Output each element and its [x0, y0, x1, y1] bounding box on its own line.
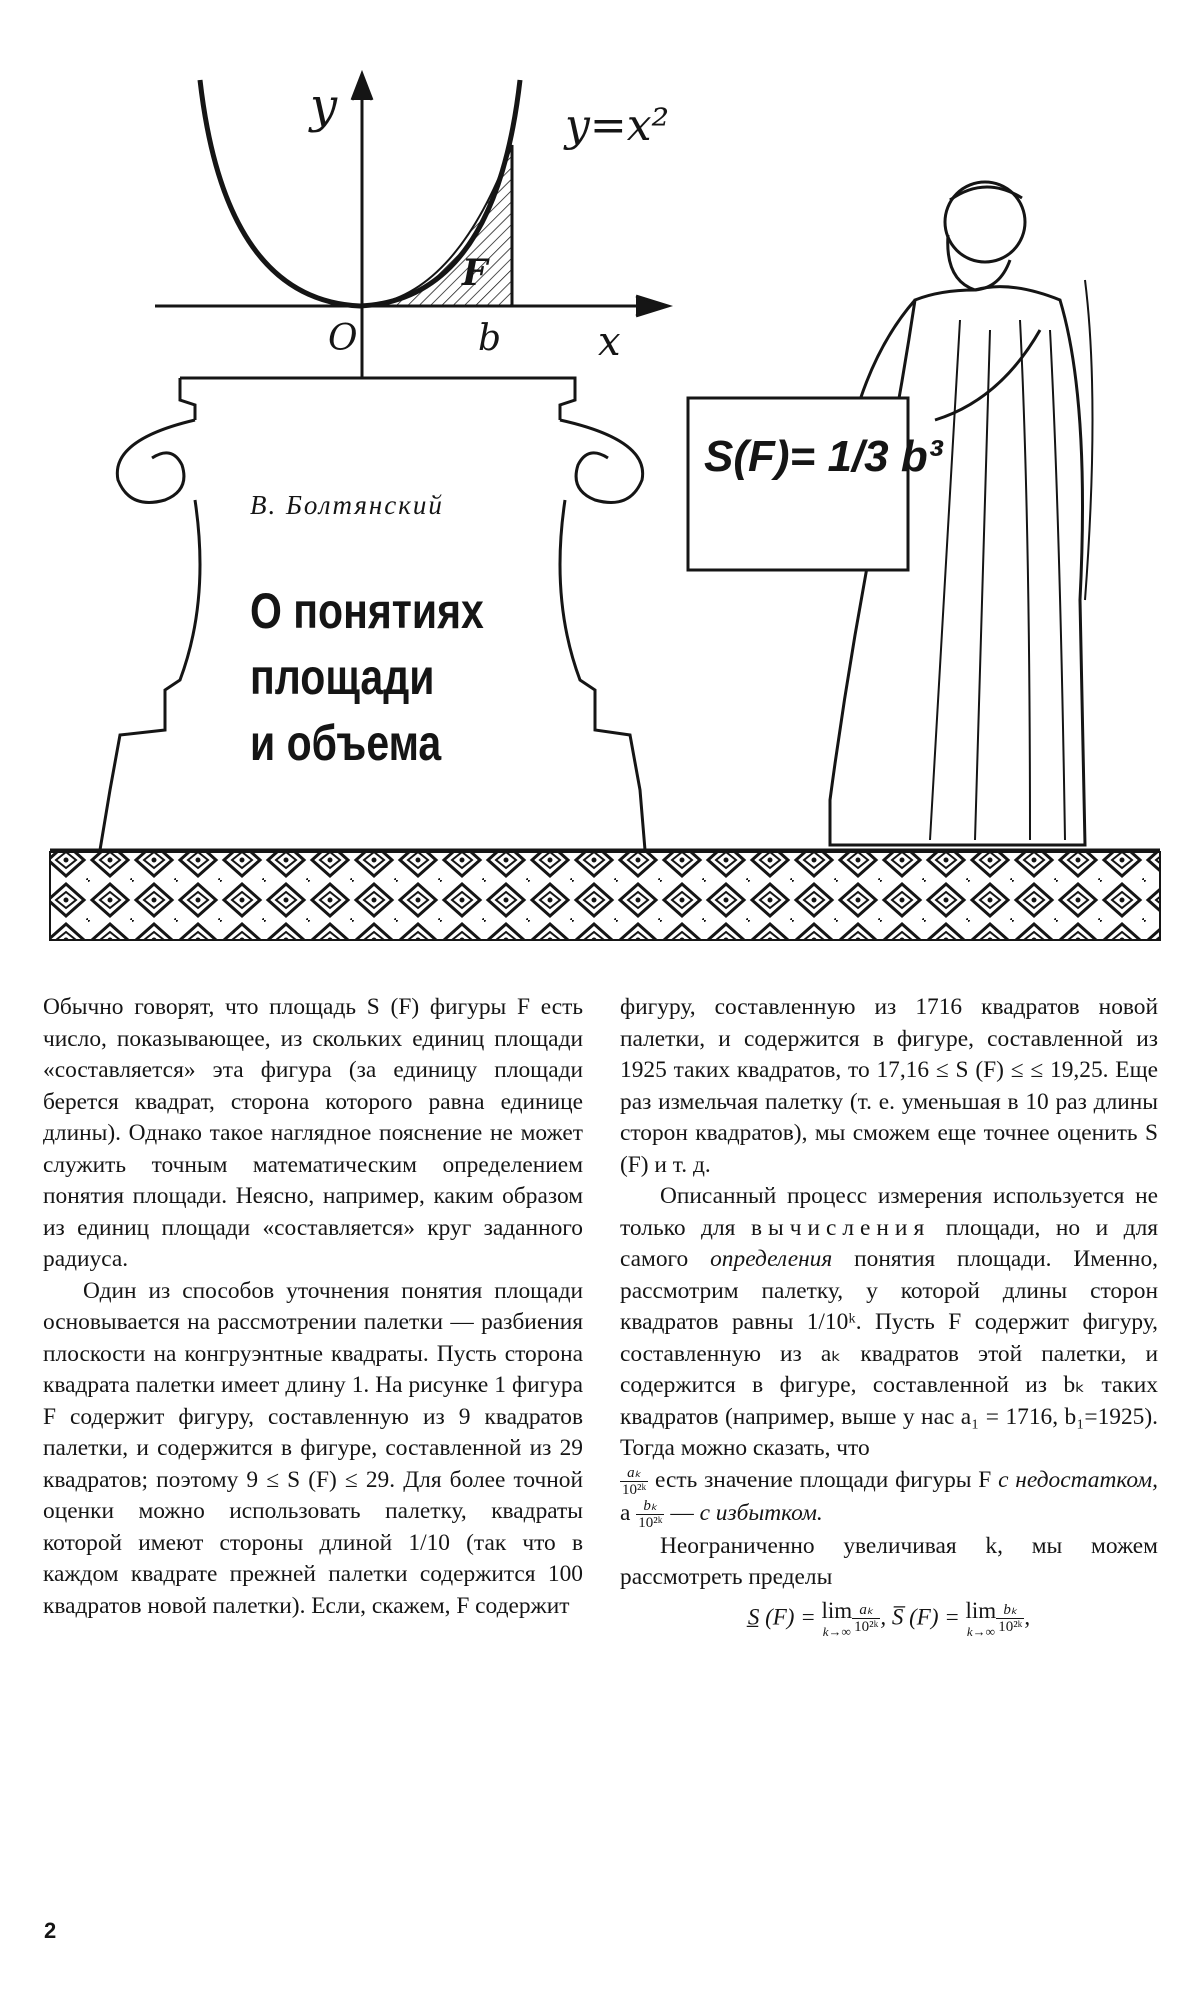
article-title [250, 578, 484, 776]
fraction-numerator: aₖ [620, 1465, 648, 1482]
robe-folds [930, 320, 1065, 840]
page-number: 2 [44, 1918, 57, 1943]
floor-mosaic [50, 852, 1160, 940]
spaced-text: вычисления [750, 1214, 931, 1241]
lower-area-label: S̲ (F) = [747, 1604, 816, 1630]
fraction [620, 1465, 648, 1498]
title-line-2: площади [250, 649, 435, 705]
italic-text: с недостатком, [998, 1466, 1158, 1493]
origin-label: O [328, 318, 358, 359]
column-behind [1085, 280, 1093, 600]
fraction-denominator: 10²ᵏ [622, 1481, 647, 1498]
paragraph [620, 1465, 1158, 1531]
scroll-right [560, 420, 643, 503]
limits-formula [620, 1598, 1158, 1640]
paragraph [620, 1181, 1158, 1465]
left-column [43, 992, 583, 1622]
point-b-label: b [478, 318, 502, 359]
upper-area-label: , S̅ (F) = [880, 1604, 960, 1630]
board-formula: S(F)= 1/3 b³ [704, 432, 943, 481]
x-axis-label: x [598, 319, 621, 365]
text-run: а [620, 1499, 637, 1526]
fraction-numerator: aₖ [852, 1602, 880, 1619]
fraction [852, 1602, 880, 1635]
arm-left [770, 300, 915, 407]
title-line-3: и объема [250, 715, 442, 771]
y-axis-arrow [352, 74, 372, 100]
paragraph: Неограниченно увеличивая k, мы можем рассмотреть пределы [620, 1532, 1158, 1591]
text-run: Описанный процесс измерения используется не только для [620, 1183, 1158, 1241]
italic-text: с избытком. [699, 1499, 823, 1526]
text-run: понятия площади. Именно, рассмотрим палетку, у которой длины сторон квадратов равны 1/10ᵏ. Пусть F содержит фигуру, составленную из aₖ квадратов этой палетки, и содержится в фигуре, составленной из bₖ таких квадратов (например, выше у нас a₁ = 1716, b₁=1925). Тогда можно сказать, что [620, 1246, 1158, 1461]
fraction-numerator: bₖ [636, 1498, 664, 1515]
fraction-denominator: 10²ᵏ [638, 1514, 663, 1531]
graph-equation: y=x² [565, 100, 670, 151]
text-run: — [664, 1499, 700, 1526]
fraction [996, 1602, 1024, 1635]
paragraph: фигуру, составленную из 1716 квадратов новой палетки, и содержится в фигуре, составленной из 1925 таких квадратов, то 17,16 ≤ S (F) ≤ ≤ 19,25. Еще раз измельчая палетку (т. е. уменьшая в 10 раз длины сторон квадратов), мы сможем еще точнее оценить S (F) и т. д. [620, 994, 1158, 1178]
x-axis-arrow [636, 296, 668, 316]
italic-text: определения [710, 1246, 833, 1272]
fraction [636, 1498, 664, 1531]
scroll-left [117, 420, 195, 503]
author: В. Болтянский [250, 490, 444, 520]
formula-board [688, 398, 908, 570]
text-run: площади, но и для самого [620, 1214, 1158, 1272]
fraction-denominator: 10²ᵏ [854, 1619, 879, 1636]
fraction-numerator: bₖ [996, 1602, 1024, 1619]
limit-operator: lim [965, 1597, 997, 1623]
limit-operator: lim [821, 1597, 853, 1623]
region-f-label: F [462, 252, 488, 294]
pedestal [50, 378, 1160, 850]
y-axis-label: y [310, 78, 338, 134]
fraction-denominator: 10²ᵏ [998, 1619, 1023, 1636]
title-line-1: О понятиях [250, 583, 484, 639]
limit [966, 1598, 997, 1640]
formula-end: , [1024, 1604, 1031, 1630]
limit [821, 1598, 852, 1640]
limit-subscript: k→∞ [966, 1623, 995, 1639]
text-run: есть значение площади фигуры F [648, 1466, 999, 1493]
region-f-hatched [362, 145, 512, 306]
article-illustration [0, 0, 1200, 960]
limit-subscript: k→∞ [822, 1623, 851, 1639]
right-column [620, 992, 1158, 1640]
paragraph: Обычно говорят, что площадь S (F) фигуры F есть число, показывающее, из скольких единиц площади «составляется» эта фигура (за единицу площади берется квадрат, сторона которого равна единице длины). Однако такое наглядное пояснение не может служить точным математическим определением понятия площади. Неясно, например, каким образом из единиц площади «составляется» круг заданного радиуса. [43, 994, 583, 1272]
paragraph: Один из способов уточнения понятия площади основывается на рассмотрении палетки — разбиения плоскости на конгруэнтные квадраты. Пусть сторона квадрата палетки имеет длину 1. На рисунке 1 фигура F содержит фигуру, составленную из 9 квадратов палетки, и содержится в фигуре, составленной из 29 квадратов; поэтому 9 ≤ S (F) ≤ 29. Для более точной оценки можно использовать палетку, квадраты которой имеют стороны длиной 1/10 (так что в каждом квадрате прежней палетки содержится 100 квадратов новой палетки). Если, скажем, F содержит [43, 1277, 583, 1619]
